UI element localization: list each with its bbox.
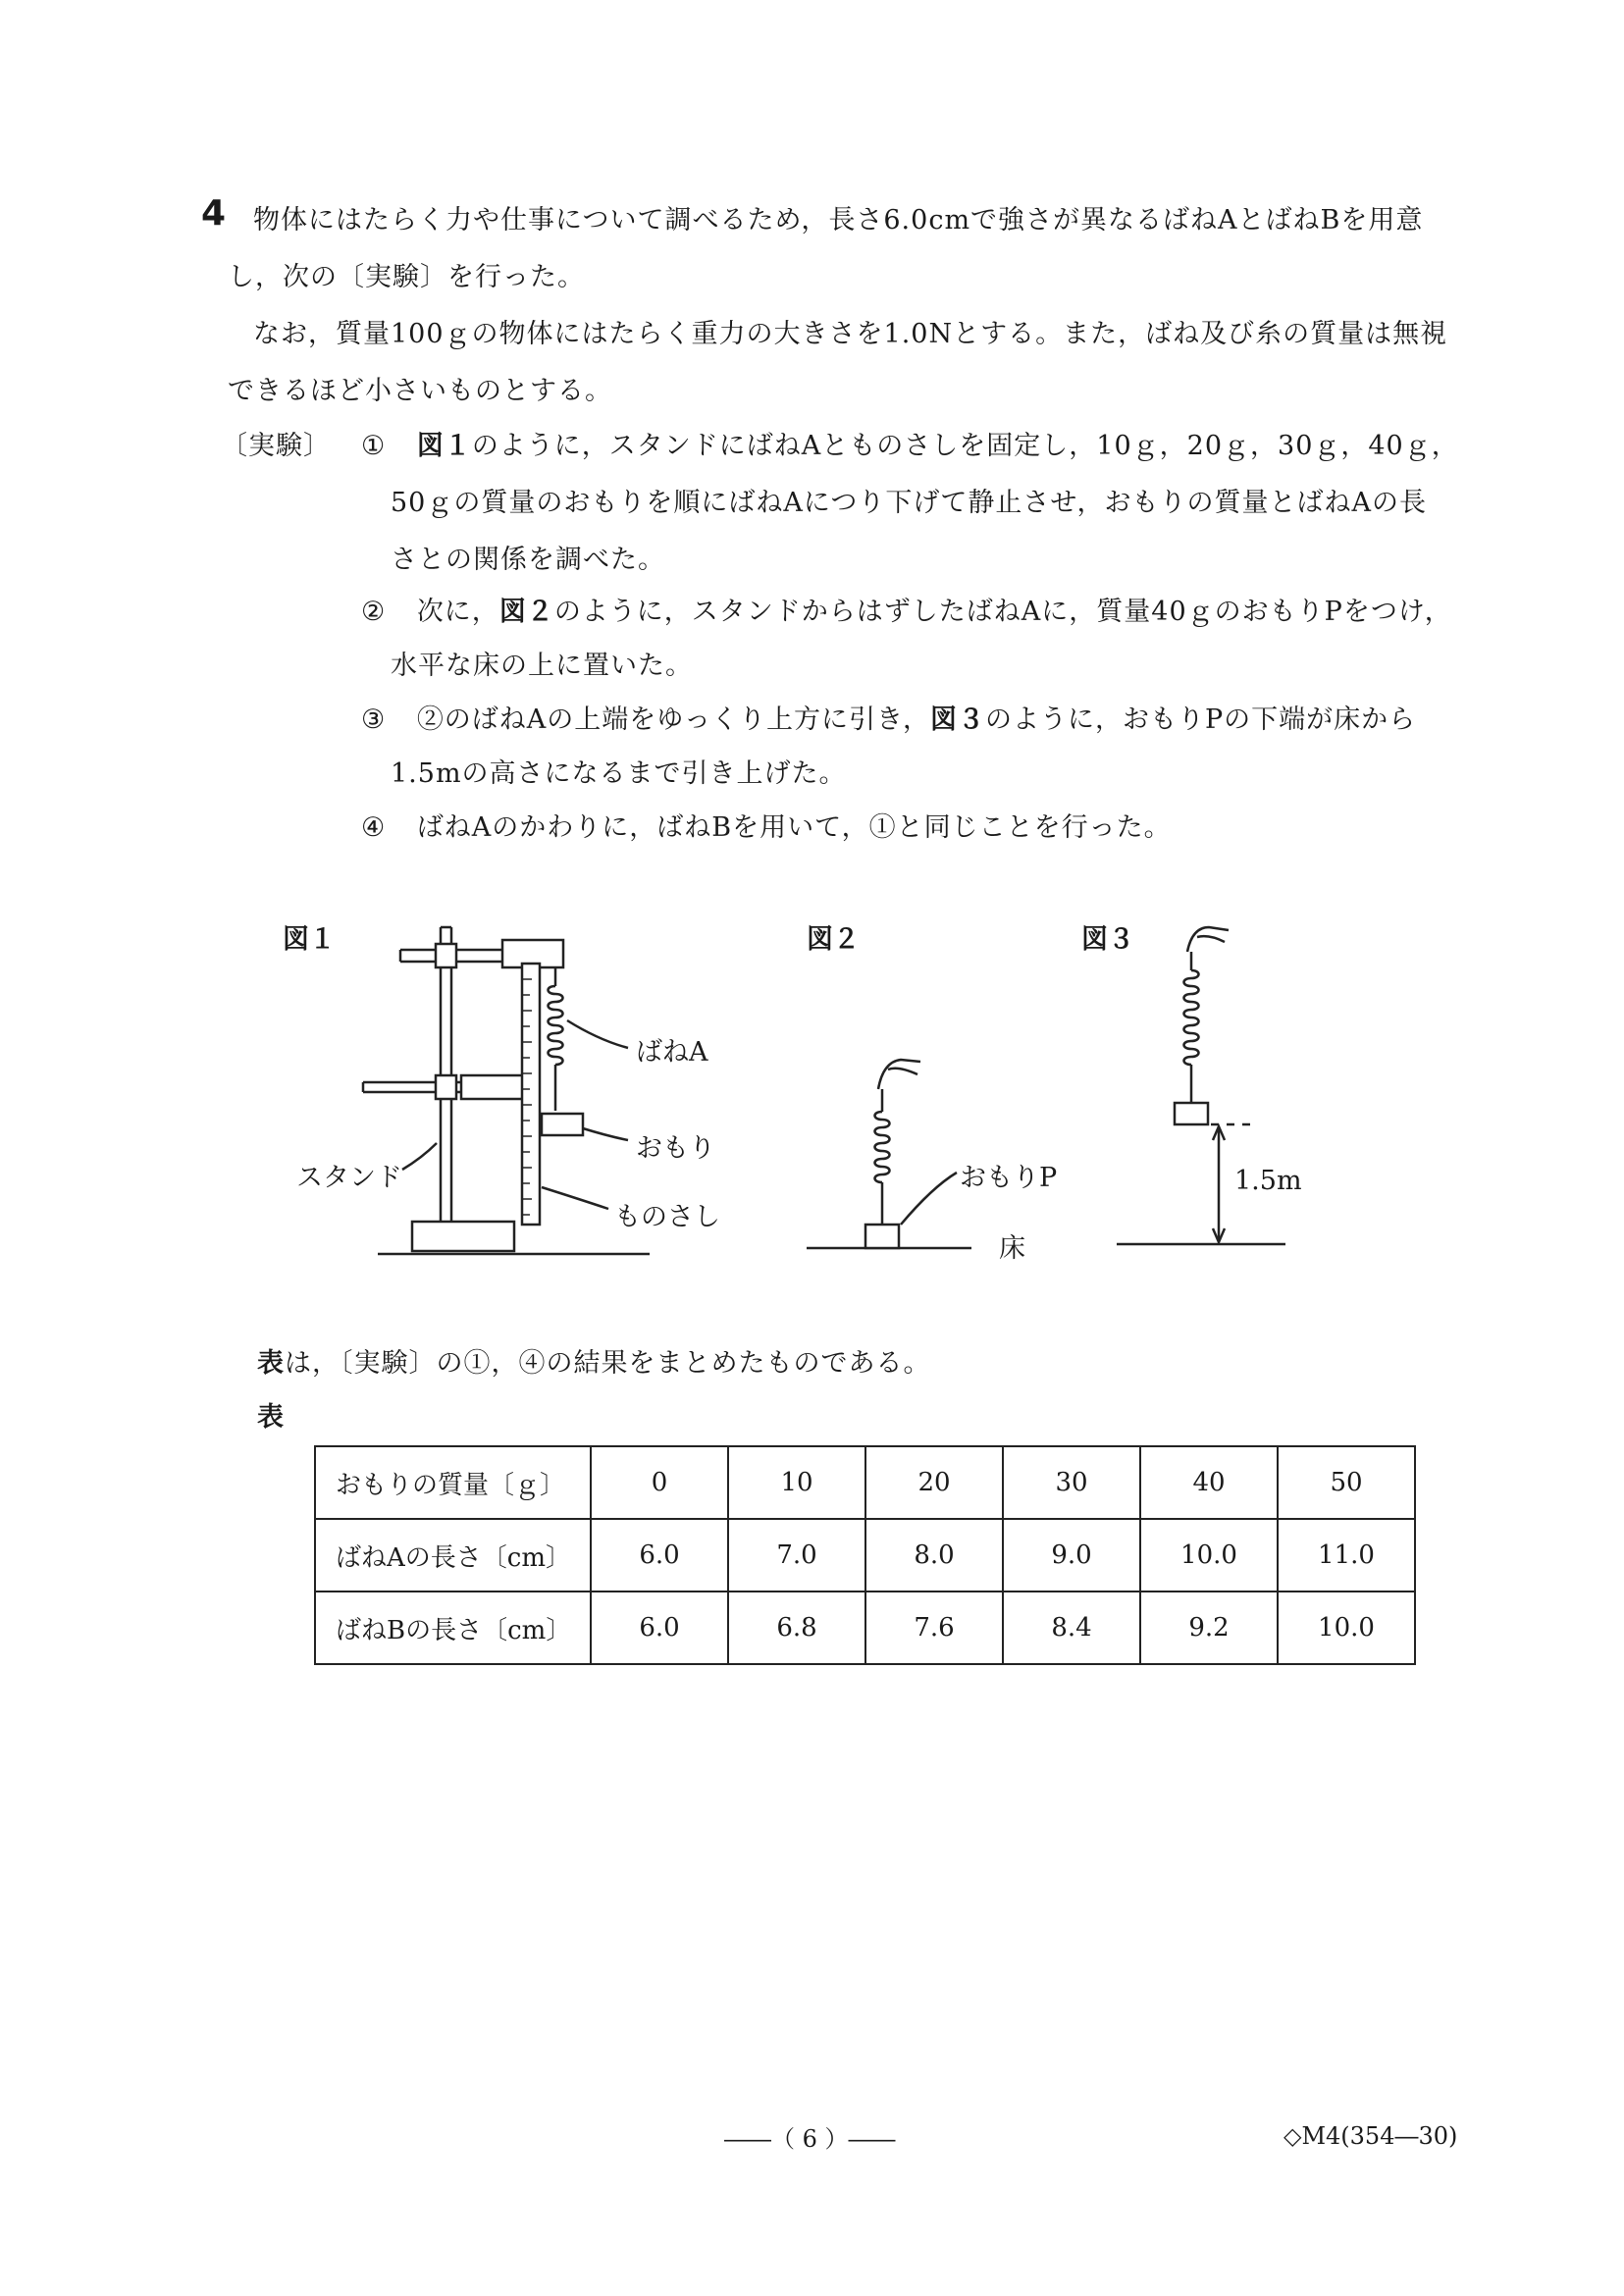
figure-2-label: 図２ [807, 924, 860, 955]
row-header: おもりの質量〔ｇ〕 [315, 1446, 591, 1519]
step-text: のように，おもりPの下端が床から [984, 704, 1417, 735]
page-number: ――（ 6 ）―― [724, 2125, 896, 2153]
figure-1-stand-label: スタンド [296, 1163, 402, 1193]
table-cell: 11.0 [1278, 1519, 1415, 1592]
table-cell: 8.4 [1003, 1592, 1140, 1664]
figure-3-drawing [1117, 927, 1285, 1244]
table-cell: 30 [1003, 1446, 1140, 1519]
table-row [315, 1592, 1415, 1664]
step-4 [361, 806, 1172, 844]
table-cell: 6.0 [591, 1592, 728, 1664]
step-mark: ④ [361, 812, 387, 843]
figure-1-spring-label: ばねA [636, 1037, 708, 1068]
table-cell: 10.0 [1140, 1519, 1278, 1592]
table-cell: 8.0 [865, 1519, 1003, 1592]
figure-ref: 図１ [416, 431, 472, 461]
table-cell: 9.0 [1003, 1519, 1140, 1592]
figure-2-drawing [807, 1060, 971, 1248]
table-cell: 0 [591, 1446, 728, 1519]
step-3-line-2: 1.5mの高さになるまで引き上げた。 [391, 758, 847, 789]
exam-code: ◇M4(354―30) [1283, 2122, 1458, 2150]
figure-1-label: 図１ [283, 924, 336, 955]
table-intro [257, 1341, 931, 1380]
intro-line-2: し，次の〔実験〕を行った。 [228, 262, 585, 292]
table-intro-text: は，〔実験〕の①，④の結果をまとめたものである。 [285, 1348, 931, 1379]
table-cell: 6.8 [728, 1592, 865, 1664]
step-3 [361, 698, 1416, 736]
step-text: のように，スタンドからはずしたばねAに，質量40ｇのおもりPをつけ， [553, 597, 1452, 627]
step-1-line-2: 50ｇの質量のおもりを順にばねAにつり下げて静止させ，おもりの質量とばねAの長 [391, 488, 1428, 518]
step-text: のように，スタンドにばねAとものさしを固定し，10ｇ，20ｇ，30ｇ，40ｇ， [471, 431, 1459, 461]
note-line-2: できるほど小さいものとする。 [228, 376, 612, 406]
question-number: 4 [201, 193, 227, 234]
row-header: ばねAの長さ〔cm〕 [315, 1519, 591, 1592]
intro-line-1: 物体にはたらく力や仕事について調べるため，長さ6.0cmで強さが異なるばねAとばねBを用意 [253, 205, 1424, 235]
figure-2-weight-label: おもりP [960, 1163, 1058, 1193]
step-1-line-3: さとの関係を調べた。 [391, 545, 665, 575]
table-cell: 10.0 [1278, 1592, 1415, 1664]
table-cell: 20 [865, 1446, 1003, 1519]
table-cell: 50 [1278, 1446, 1415, 1519]
row-header: ばねBの長さ〔cm〕 [315, 1592, 591, 1664]
figure-1-weight-label: おもり [636, 1133, 715, 1164]
step-text: ばねAのかわりに，ばねBを用いて，①と同じことを行った。 [416, 812, 1172, 843]
step-mark: ③ [361, 704, 387, 735]
step-mark: ① [361, 431, 387, 461]
table-row [315, 1446, 1415, 1519]
step-mark: ② [361, 597, 387, 627]
table-cell: 7.0 [728, 1519, 865, 1592]
step-text-pre: 次に， [416, 597, 499, 627]
figure-1-drawing [363, 927, 650, 1254]
table-row [315, 1519, 1415, 1592]
step-2 [361, 590, 1452, 628]
table-cell: 7.6 [865, 1592, 1003, 1664]
table-ref: 表 [257, 1348, 285, 1379]
experiment-label: 〔実験〕 [221, 431, 331, 461]
table-cell: 40 [1140, 1446, 1278, 1519]
figure-ref: 図３ [929, 704, 985, 735]
figure-3-height-label: 1.5m [1234, 1166, 1302, 1196]
figure-1-ruler-label: ものさし [614, 1202, 720, 1232]
table-cell: 9.2 [1140, 1592, 1278, 1664]
step-1 [361, 424, 1459, 462]
table-cell: 6.0 [591, 1519, 728, 1592]
table-cell: 10 [728, 1446, 865, 1519]
step-2-line-2: 水平な床の上に置いた。 [391, 651, 693, 681]
note-line-1: なお，質量100ｇの物体にはたらく重力の大きさを1.0Nとする。また，ばね及び糸の質量は無視 [253, 319, 1448, 349]
figure-3-label: 図３ [1081, 924, 1134, 955]
figure-ref: 図２ [498, 597, 554, 627]
step-text-pre: ②のばねAの上端をゆっくり上方に引き， [416, 704, 930, 735]
table-label: 表 [257, 1402, 284, 1433]
figure-2-floor-label: 床 [999, 1233, 1025, 1264]
results-table [314, 1445, 1416, 1665]
